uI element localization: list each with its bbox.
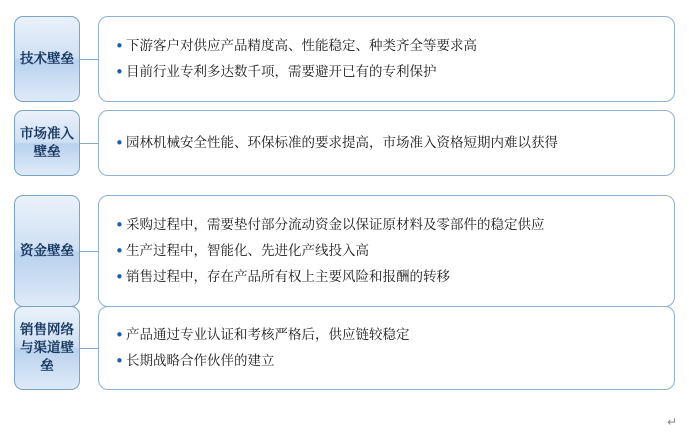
diagram-row-tech	[14, 16, 675, 102]
row-label-text: 销售网络与渠道壁垒	[20, 321, 74, 374]
list-item-text: 生产过程中，智能化、先进化产线投入高	[126, 242, 369, 259]
list-item	[115, 348, 660, 374]
diagram-row-capital	[14, 195, 675, 307]
bullet-icon: •	[115, 36, 124, 55]
list-item	[115, 212, 660, 238]
row-content-market	[98, 110, 675, 176]
bullet-icon: •	[115, 352, 124, 370]
bullet-icon: •	[115, 215, 124, 234]
list-item-text: 产品通过专业认证和考核严格后，供应链较稳定	[126, 326, 410, 343]
list-item-text: 长期战略合作伙伴的建立	[126, 353, 275, 369]
list-item	[115, 33, 660, 59]
list-item	[115, 322, 660, 348]
list-item-text: 采购过程中，需要垫付部分流动资金以保证原材料及零部件的稳定供应	[126, 216, 545, 233]
row-label-text: 市场准入壁垒	[20, 125, 74, 159]
diagram-row-sales	[14, 306, 675, 390]
bullet-icon: •	[115, 63, 124, 81]
row-label-capital	[14, 195, 80, 307]
row-label-sales	[14, 306, 80, 390]
row-label-market	[14, 110, 80, 176]
row-label-tech	[14, 16, 80, 102]
row-label-text: 资金壁垒	[20, 242, 74, 258]
list-item	[115, 238, 660, 264]
list-item	[115, 59, 660, 85]
row-content-capital	[98, 195, 675, 307]
paragraph-mark: ↵	[666, 415, 677, 429]
list-item-text: 销售过程中，存在产品所有权上主要风险和报酬的转移	[126, 269, 450, 286]
diagram-row-market	[14, 110, 675, 176]
row-label-text: 技术壁垒	[20, 50, 74, 66]
row-content-tech	[98, 16, 675, 102]
bullet-icon: •	[115, 325, 124, 344]
bullet-icon: •	[115, 133, 124, 152]
row-content-sales	[98, 306, 675, 390]
list-item-text: 园林机械安全性能、环保标准的要求提高，市场准入资格短期内难以获得	[126, 134, 558, 151]
list-item-text: 下游客户对供应产品精度高、性能稳定、种类齐全等要求高	[126, 37, 477, 54]
list-item-text: 目前行业专利多达数千项，需要避开已有的专利保护	[126, 64, 437, 80]
bullet-icon: •	[115, 268, 124, 287]
list-item	[115, 264, 660, 290]
bullet-icon: •	[115, 241, 124, 260]
list-item	[115, 130, 660, 156]
